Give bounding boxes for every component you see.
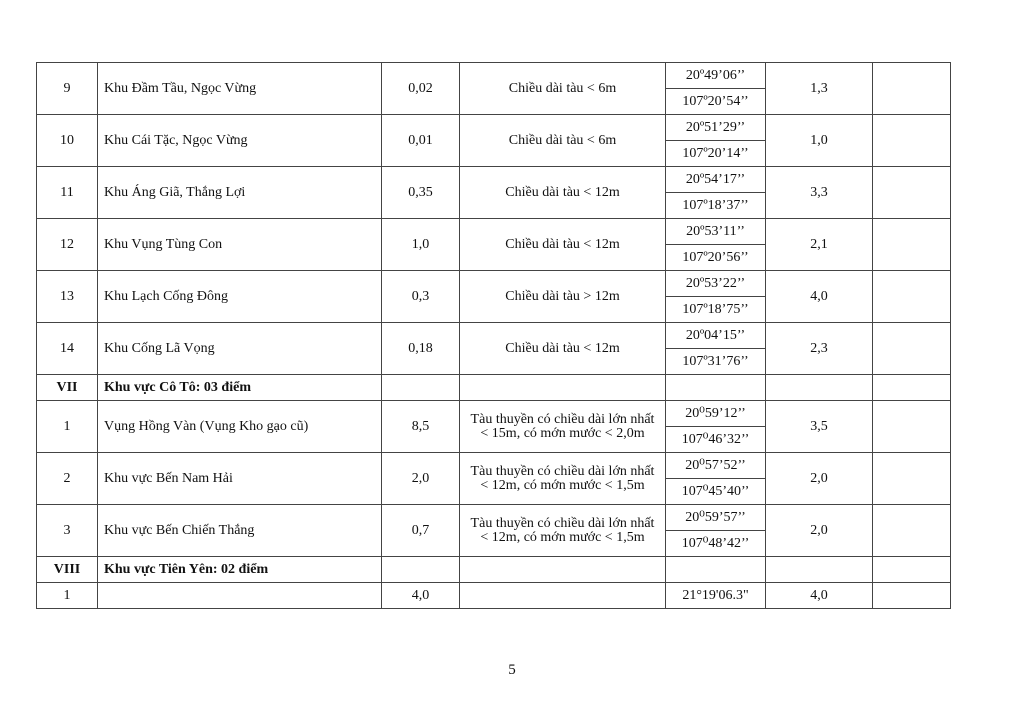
- empty-cell: [666, 557, 766, 583]
- depth: 2,3: [766, 323, 873, 375]
- longitude: 107⁰45’40’’: [666, 479, 766, 505]
- longitude: 107⁰46’32’’: [666, 427, 766, 453]
- latitude: 20⁰59’57’’: [666, 505, 766, 531]
- area-size: 4,0: [382, 583, 460, 609]
- row-number: 1: [37, 401, 98, 453]
- empty-cell: [766, 557, 873, 583]
- vessel-limit: Chiều dài tàu < 12m: [460, 323, 666, 375]
- vessel-limit: [460, 583, 666, 609]
- latitude: 20º54’17’’: [666, 167, 766, 193]
- row-number: 10: [37, 115, 98, 167]
- row-number: 13: [37, 271, 98, 323]
- empty-cell: [766, 375, 873, 401]
- row-number: 12: [37, 219, 98, 271]
- note-cell: [873, 323, 951, 375]
- longitude: 107⁰48’42’’: [666, 531, 766, 557]
- table-row: [37, 219, 951, 245]
- depth: 1,0: [766, 115, 873, 167]
- row-number: 9: [37, 63, 98, 115]
- depth: 2,0: [766, 453, 873, 505]
- table-row: [37, 271, 951, 297]
- longitude: 107º20’54’’: [666, 89, 766, 115]
- table-row: [37, 115, 951, 141]
- latitude: 20º53’22’’: [666, 271, 766, 297]
- vessel-limit: Tàu thuyền có chiều dài lớn nhất < 15m, có mớn mước < 2,0m: [460, 401, 666, 453]
- empty-cell: [873, 375, 951, 401]
- depth: 2,0: [766, 505, 873, 557]
- row-number: 2: [37, 453, 98, 505]
- area-size: 0,02: [382, 63, 460, 115]
- latitude: 21°19'06.3": [666, 583, 766, 609]
- area-name: Khu Cái Tặc, Ngọc Vừng: [98, 115, 382, 167]
- vessel-limit: Chiều dài tàu > 12m: [460, 271, 666, 323]
- empty-cell: [873, 557, 951, 583]
- area-size: 0,01: [382, 115, 460, 167]
- row-number: 1: [37, 583, 98, 609]
- latitude: 20º51’29’’: [666, 115, 766, 141]
- latitude: 20º53’11’’: [666, 219, 766, 245]
- vessel-limit: Tàu thuyền có chiều dài lớn nhất < 12m, có mớn mước < 1,5m: [460, 505, 666, 557]
- section-header-row: [37, 557, 951, 583]
- section-header-row: [37, 375, 951, 401]
- table-row: [37, 167, 951, 193]
- area-name: Khu vực Bến Nam Hải: [98, 453, 382, 505]
- latitude: 20⁰59’12’’: [666, 401, 766, 427]
- page-number: 5: [508, 662, 516, 678]
- anchorage-table: [36, 62, 951, 609]
- empty-cell: [382, 375, 460, 401]
- section-number: VII: [37, 375, 98, 401]
- section-number: VIII: [37, 557, 98, 583]
- table-row: [37, 401, 951, 427]
- note-cell: [873, 271, 951, 323]
- latitude: 20º04’15’’: [666, 323, 766, 349]
- empty-cell: [460, 375, 666, 401]
- note-cell: [873, 453, 951, 505]
- area-size: 8,5: [382, 401, 460, 453]
- area-name: [98, 583, 382, 609]
- section-title: Khu vực Cô Tô: 03 điểm: [98, 375, 382, 401]
- vessel-limit: Tàu thuyền có chiều dài lớn nhất < 12m, có mớn mước < 1,5m: [460, 453, 666, 505]
- vessel-limit: Chiều dài tàu < 6m: [460, 63, 666, 115]
- note-cell: [873, 167, 951, 219]
- table-row: [37, 63, 951, 89]
- area-name: Khu Vụng Tùng Con: [98, 219, 382, 271]
- area-name: Vụng Hồng Vàn (Vụng Kho gạo cũ): [98, 401, 382, 453]
- empty-cell: [460, 557, 666, 583]
- note-cell: [873, 505, 951, 557]
- depth: 4,0: [766, 583, 873, 609]
- empty-cell: [666, 375, 766, 401]
- depth: 3,5: [766, 401, 873, 453]
- latitude: 20⁰57’52’’: [666, 453, 766, 479]
- depth: 2,1: [766, 219, 873, 271]
- longitude: 107º20’14’’: [666, 141, 766, 167]
- depth: 1,3: [766, 63, 873, 115]
- table-row: [37, 583, 951, 609]
- depth: 3,3: [766, 167, 873, 219]
- area-size: 0,35: [382, 167, 460, 219]
- note-cell: [873, 583, 951, 609]
- vessel-limit: Chiều dài tàu < 6m: [460, 115, 666, 167]
- longitude: 107º18’37’’: [666, 193, 766, 219]
- section-title: Khu vực Tiên Yên: 02 điểm: [98, 557, 382, 583]
- longitude: 107º18’75’’: [666, 297, 766, 323]
- empty-cell: [382, 557, 460, 583]
- row-number: 11: [37, 167, 98, 219]
- note-cell: [873, 63, 951, 115]
- area-name: Khu Lạch Cống Đông: [98, 271, 382, 323]
- area-size: 2,0: [382, 453, 460, 505]
- row-number: 14: [37, 323, 98, 375]
- area-name: Khu Áng Giã, Thắng Lợi: [98, 167, 382, 219]
- longitude: 107º31’76’’: [666, 349, 766, 375]
- vessel-limit: Chiều dài tàu < 12m: [460, 167, 666, 219]
- latitude: 20º49’06’’: [666, 63, 766, 89]
- table-row: [37, 453, 951, 479]
- note-cell: [873, 219, 951, 271]
- longitude: 107º20’56’’: [666, 245, 766, 271]
- vessel-limit: Chiều dài tàu < 12m: [460, 219, 666, 271]
- area-size: 0,18: [382, 323, 460, 375]
- note-cell: [873, 401, 951, 453]
- area-size: 0,7: [382, 505, 460, 557]
- area-size: 1,0: [382, 219, 460, 271]
- note-cell: [873, 115, 951, 167]
- table-row: [37, 323, 951, 349]
- area-name: Khu Cống Lã Vọng: [98, 323, 382, 375]
- table-row: [37, 505, 951, 531]
- area-name: Khu Đầm Tầu, Ngọc Vừng: [98, 63, 382, 115]
- depth: 4,0: [766, 271, 873, 323]
- area-size: 0,3: [382, 271, 460, 323]
- row-number: 3: [37, 505, 98, 557]
- area-name: Khu vực Bến Chiến Thắng: [98, 505, 382, 557]
